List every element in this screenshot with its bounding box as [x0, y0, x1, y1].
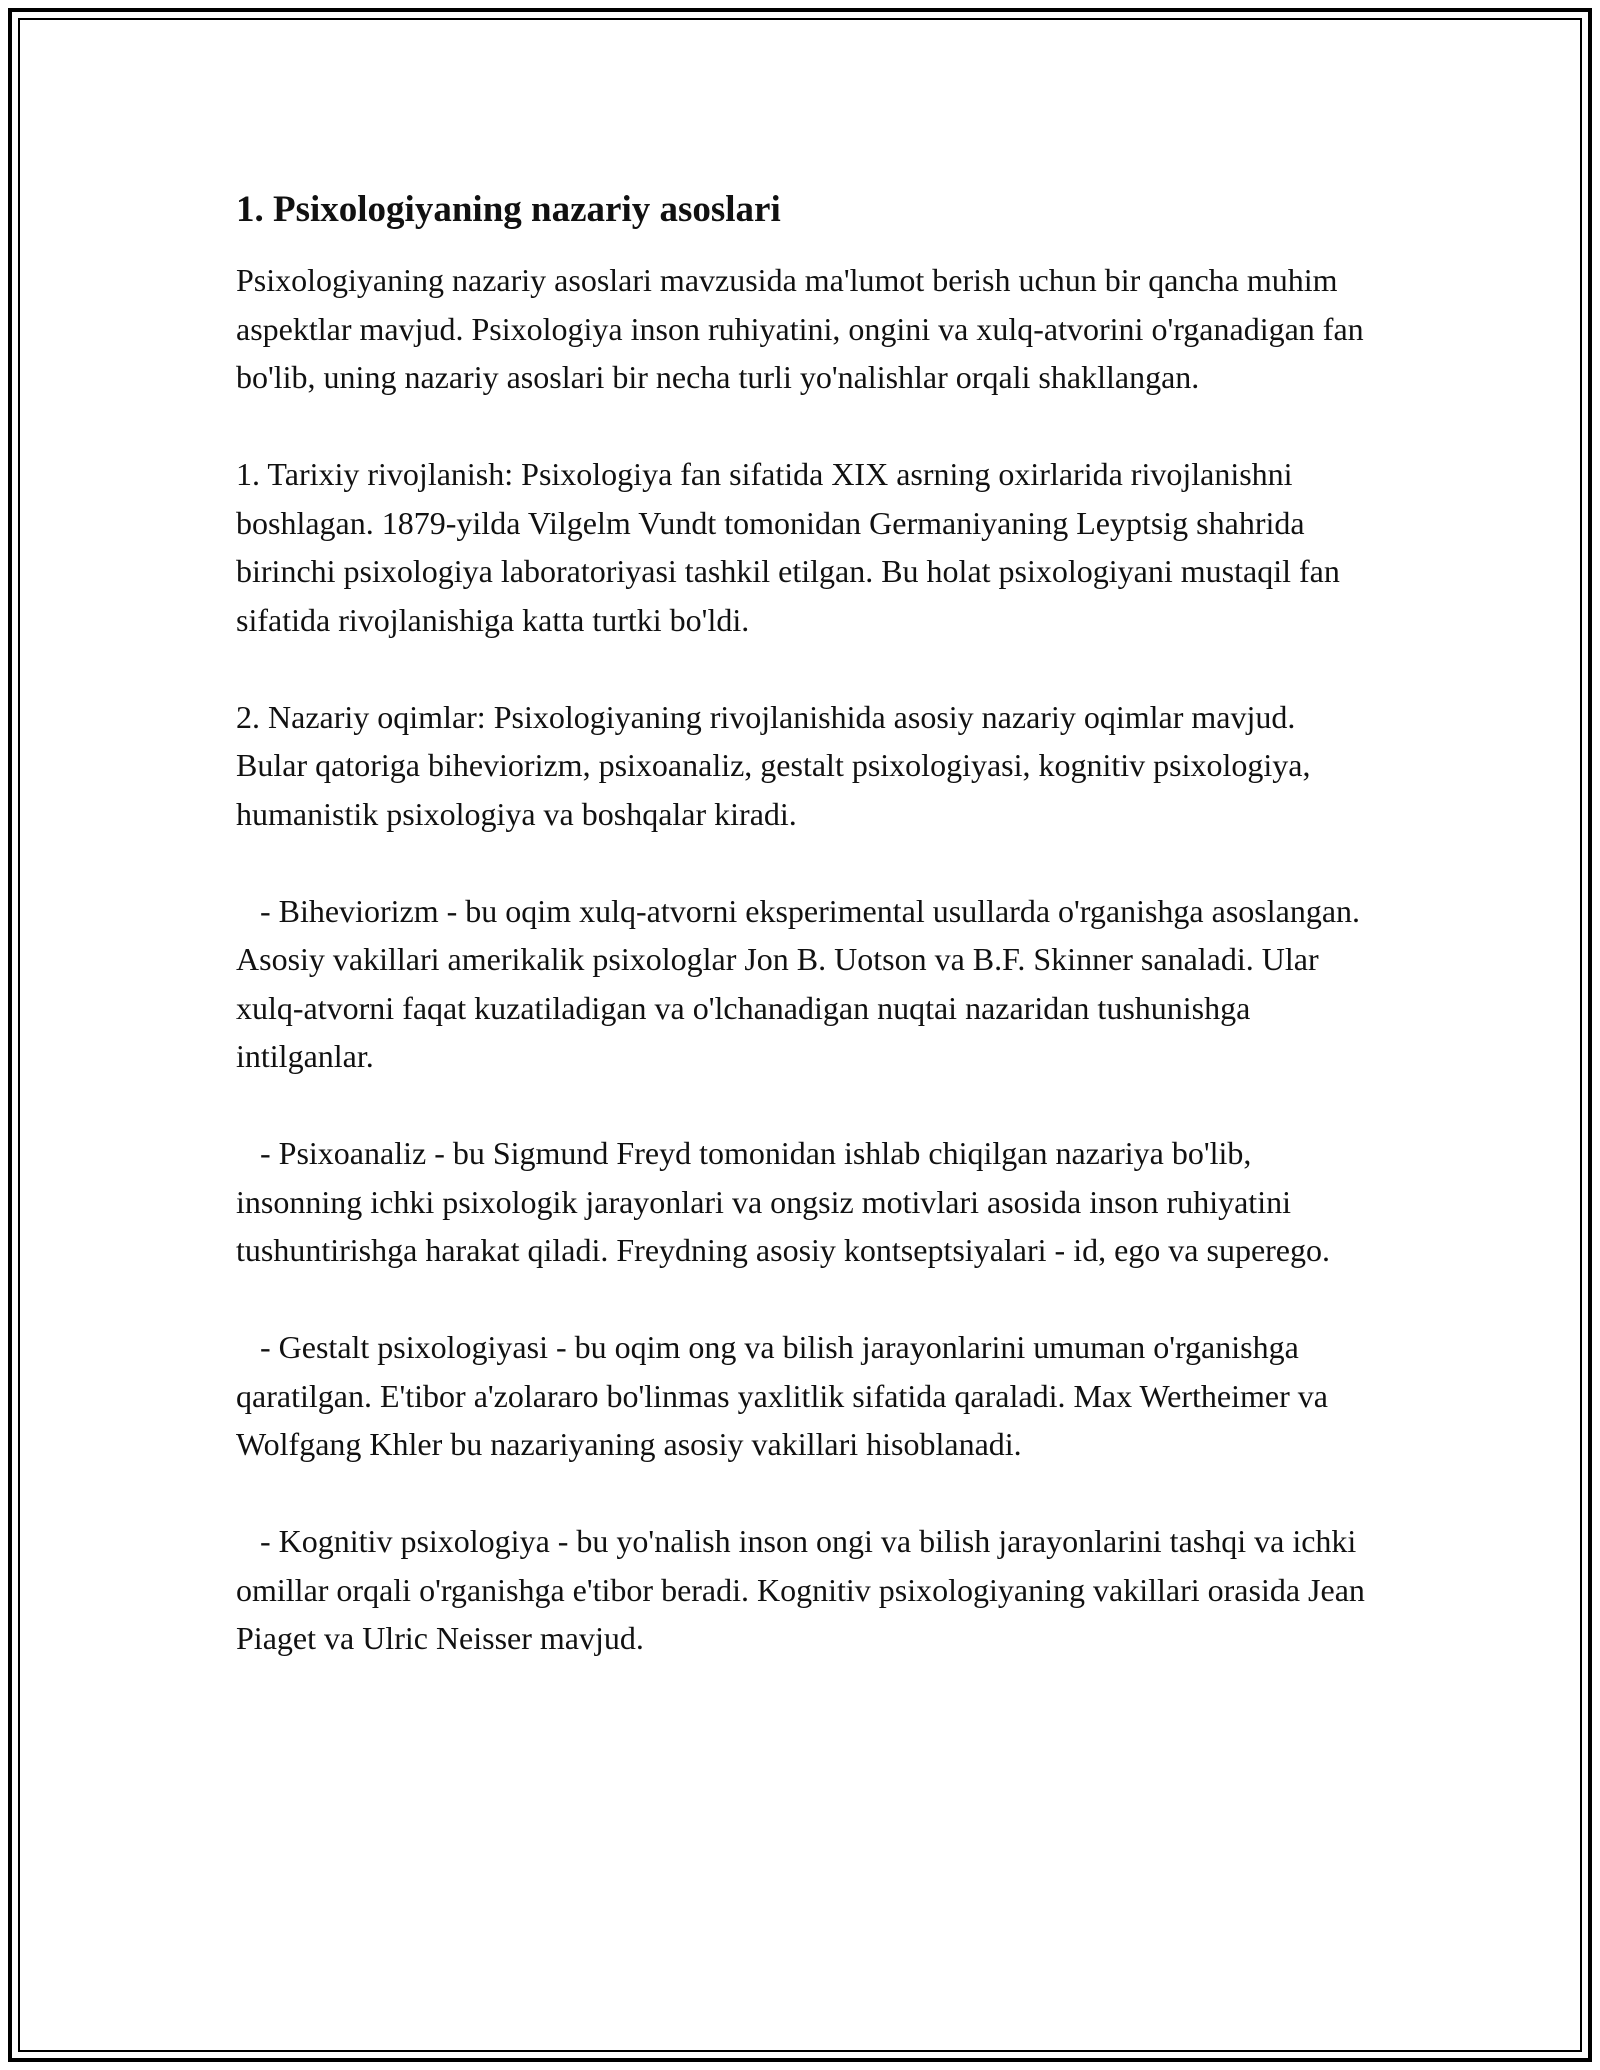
paragraph-historical-development: 1. Tarixiy rivojlanish: Psixologiya fan sifatida XIX asrning oxirlarida rivojlanishni boshlagan. 1879-yilda Vilgelm Vundt tomonidan Germaniyaning Leyptsig shahrida birinchi psixologiya laboratoriyasi tashkil etilgan. Bu holat psixologiyani mustaqil fan sifatida rivojlanishiga katta turtki bo'ldi.	[236, 456, 1348, 638]
paragraph-psychoanalysis: - Psixoanaliz - bu Sigmund Freyd tomonidan ishlab chiqilgan nazariya bo'lib, insonning ichki psixologik jarayonlari va ongsiz motivlari asosida inson ruhiyatini tushuntirishga harakat qiladi. Freydning asosiy kontseptsiyalari - id, ego va superego.	[236, 1135, 1330, 1268]
paragraph-cognitive: - Kognitiv psixologiya - bu yo'nalish inson ongi va bilish jarayonlarini tashqi va ichki omillar orqali o'rganishga e'tibor beradi. Kognitiv psixologiyaning vakillari orasida Jean Piaget va Ulric Neisser mavjud.	[236, 1523, 1373, 1656]
paragraph-behaviorism: - Biheviorizm - bu oqim xulq-atvorni eksperimental usullarda o'rganishga asoslangan. Asosiy vakillari amerikalik psixologlar Jon B. Uotson va B.F. Skinner sanaladi. Ular xulq-atvorni faqat kuzatiladigan va o'lchanadigan nuqtai nazaridan tushunishga intilganlar.	[236, 892, 1367, 1074]
paragraph-gestalt: - Gestalt psixologiyasi - bu oqim ong va bilish jarayonlarini umuman o'rganishga qaratilgan. E'tibor a'zolararo bo'linmas yaxlitlik sifatida qaraladi. Max Wertheimer va Wolfgang Khler bu nazariyaning asosiy vakillari hisoblanadi.	[236, 1329, 1336, 1462]
paragraph-intro: Psixologiyaning nazariy asoslari mavzusida ma'lumot berish uchun bir qancha muhim aspektlar mavjud. Psixologiya inson ruhiyatini, ongini va xulq-atvorini o'rganadigan fan bo'lib, uning nazariy asoslari bir necha turli yo'nalishlar orqali shakllangan.	[236, 262, 1372, 395]
document-body	[236, 186, 1373, 1663]
paragraph-theoretical-currents: 2. Nazariy oqimlar: Psixologiyaning rivojlanishida asosiy nazariy oqimlar mavjud. Bular qatoriga biheviorizm, psixoanaliz, gestalt psixologiyasi, kognitiv psixologiya, humanistik psixologiya va boshqalar kiradi.	[236, 698, 1319, 832]
page-title: 1. Psixologiyaning nazariy asoslari	[236, 189, 781, 230]
